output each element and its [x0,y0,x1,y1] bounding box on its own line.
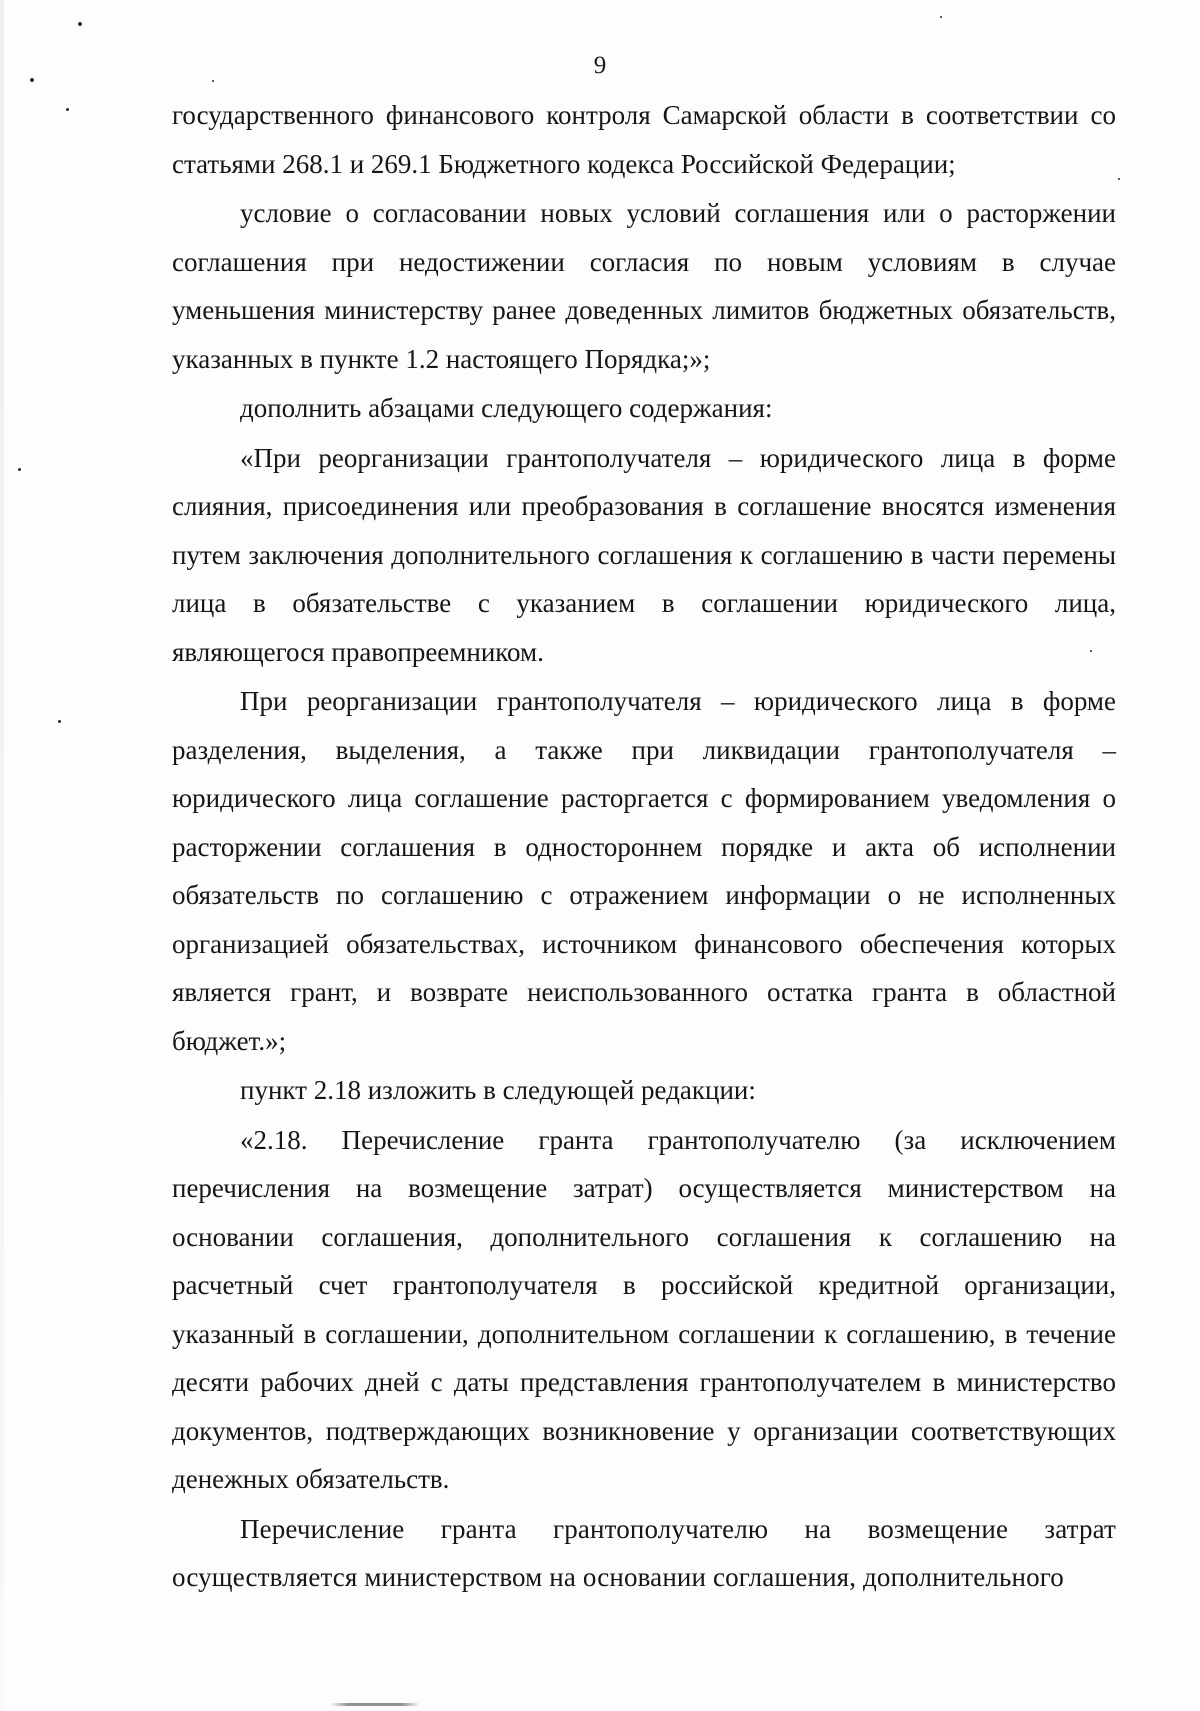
paragraph-4: «При реорганизации грантополучателя – юридического лица в форме слияния, присоединения или преобразования в соглашение вносятся изменения путем заключения дополнительного соглашения к соглашению в части перемены лица в обязательстве с указанием в соглашении юридического лица, являющегося правопреемником. [172,442,1116,667]
scan-speck [78,22,82,26]
paragraph-3: дополнить абзацами следующего содержания: [240,393,773,423]
paragraph-1: государственного финансового контроля Самарской области в соответствии со статьями 268.1 и 269.1 Бюджетного кодекса Российской Федерации; [172,100,1116,179]
paragraph-2: условие о согласовании новых условий соглашения или о расторжении соглашения при недостижении согласия по новым условиям в случае уменьшения министерству ранее доведенных лимитов бюджетных обязательств, указанных в пункте 1.2 настоящего Порядка;»; [172,198,1116,374]
page-number: 9 [593,52,607,79]
paragraph-7: «2.18. Перечисление гранта грантополучателю (за исключением перечисления на возмещение затрат) осуществляется министерством на основании соглашения, дополнительного соглашения к соглашению на расчетный счет грантополучателя в российской кредитной организации, указанный в соглашении, дополнительном соглашении к соглашению, в течение десяти рабочих дней с даты представления грантополучателем в министерство документов, подтверждающих возникновение у организации соответствующих денежных обязательств. [172,1124,1116,1494]
scan-speck [212,80,214,82]
scan-speck [1090,650,1092,652]
scan-speck [18,468,21,471]
scan-smudge [330,1703,420,1706]
document-body [172,91,1116,1602]
scan-speck [1118,178,1120,180]
scan-speck [66,108,69,111]
scan-edge-shadow [0,0,4,1711]
scan-speck [30,78,34,82]
scan-speck [940,16,942,18]
paragraph-5: При реорганизации грантополучателя – юридического лица в форме разделения, выделения, а также при ликвидации грантополучателя – юридического лица соглашение расторгается с формированием уведомления о расторжении соглашения в одностороннем порядке и акта об исполнении обязательств по соглашению с отражением информации о не исполненных организацией обязательствах, источником финансового обеспечения которых является грант, и возврате неиспользованного остатка гранта в областной бюджет.»; [172,686,1116,1056]
paragraph-6: пункт 2.18 изложить в следующей редакции: [240,1075,756,1105]
paragraph-8: Перечисление гранта грантополучателю на возмещение затрат осуществляется министерством на основании соглашения, дополнительного [172,1513,1116,1592]
scan-speck [58,720,61,723]
